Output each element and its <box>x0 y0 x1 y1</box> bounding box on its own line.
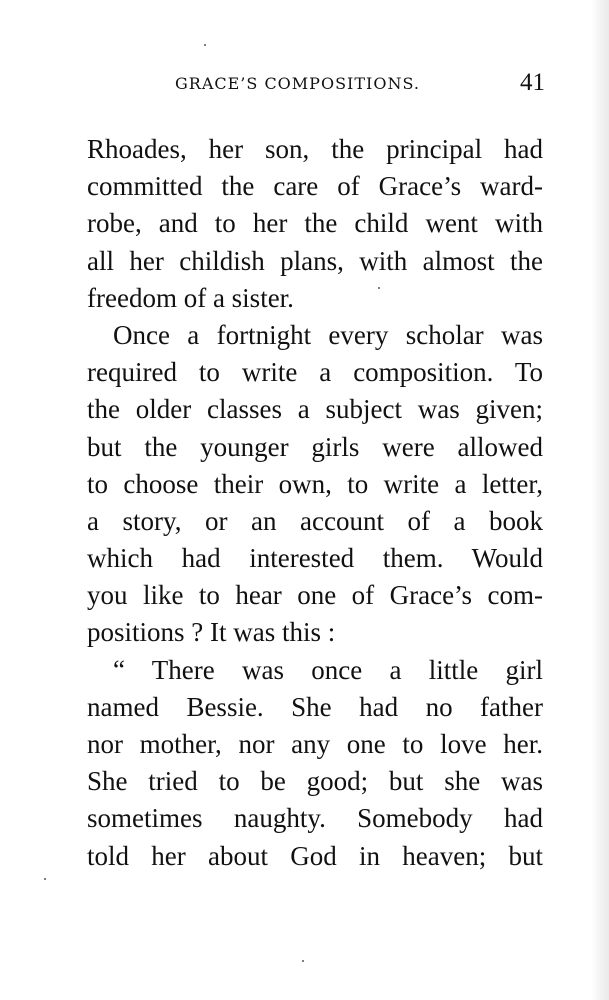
text-line: all her childish plans, with almost the <box>87 245 543 276</box>
text-line: sometimes naughty. Somebody had <box>87 803 543 834</box>
text-line: Rhoades, her son, the principal had <box>87 134 543 164</box>
page-edge-shadow <box>591 0 609 1000</box>
text-line: nor mother, nor any one to love her. <box>87 729 543 759</box>
text-line: committed the care of Grace’s ward- <box>87 171 543 202</box>
page-number: 41 <box>520 69 545 96</box>
text-line: which had interested them. Would <box>87 543 543 574</box>
print-speck <box>44 878 46 880</box>
text-line: Once a fortnight every scholar was <box>113 319 543 350</box>
print-speck <box>378 287 380 289</box>
text-line: but the younger girls were allowed <box>87 431 543 462</box>
text-line: you like to hear one of Grace’s com- <box>87 580 543 611</box>
print-speck <box>302 960 304 962</box>
text-line: a story, or an account of a book <box>87 505 543 536</box>
body-text <box>87 131 543 875</box>
text-line: the older classes a subject was given; <box>87 394 543 425</box>
running-head: GRACE’S COMPOSITIONS. <box>175 74 420 93</box>
print-speck <box>204 44 206 46</box>
text-line: She tried to be good; but she was <box>87 766 543 797</box>
text-line: required to write a composition. To <box>87 357 543 388</box>
text-line: “ There was once a little girl <box>113 654 543 685</box>
text-line: to choose their own, to write a letter, <box>87 468 543 499</box>
text-line: told her about God in heaven; but <box>87 840 543 871</box>
page-header <box>175 70 545 102</box>
text-line: robe, and to her the child went with <box>87 208 543 239</box>
text-line: freedom of a sister. <box>87 282 294 313</box>
text-line: named Bessie. She had no father <box>87 691 543 722</box>
text-line: positions ? It was this : <box>87 617 336 648</box>
